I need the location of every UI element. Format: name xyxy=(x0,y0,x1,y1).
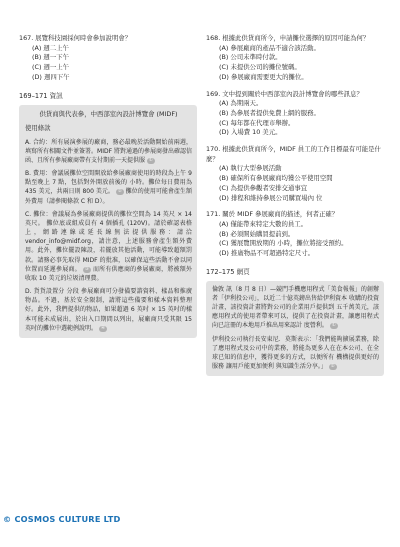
option-d[interactable]: (D) 週四下午 xyxy=(32,72,70,81)
option-b[interactable]: (B) 確保所有參展廠商均獲公平使用空間 xyxy=(219,174,333,183)
question-170 xyxy=(206,145,384,203)
notice-subtitle: 使用條款 xyxy=(25,124,51,133)
paragraph-text-tail: 而所有供應商的參展廠商，將被額外收取 10 美元的垃圾清理費。 xyxy=(25,265,192,282)
question-stem: 171. 關於 MIDF 參展廠商的描述，何者正確？ xyxy=(206,210,339,219)
option-c[interactable]: (C) 為提供參觀者安排交通事宜 xyxy=(219,183,308,192)
article-box xyxy=(206,281,384,376)
notice-paragraph-b xyxy=(25,169,192,206)
marker-badge: ② xyxy=(330,364,335,370)
question-169 xyxy=(206,90,384,139)
question-stem: 169. 文中提到關於中西部室內設計博覽會的哪些訊息？ xyxy=(206,89,363,98)
option-b[interactable]: (B) 為參展者提供免費上網的服務。 xyxy=(219,108,320,117)
question-167 xyxy=(19,34,197,83)
question-171 xyxy=(206,210,384,259)
article-paragraph-1 xyxy=(212,285,379,331)
option-a[interactable]: (A) 僅能帶來特定大數的員工。 xyxy=(219,219,308,228)
paragraph-text: 倫敦 訊（8 月 8 日）—競門手機應用程式「美食報報」的創辦者「伊利投公司」，以近二十億英鎊出售給伊利資本 收購的投資計畫，該投資計畫將對公司的企業用戶提供到 五千萬美元，該應用程式的使用者帶來可以，提供了在投資計畫，讓應用程式向已註冊的本地用戶推出用來認計 度營利。 xyxy=(212,285,379,330)
option-d[interactable]: (D) 排程和維持參展公司購買場內 位 xyxy=(219,193,323,202)
option-c[interactable]: (C) 週一上午 xyxy=(32,63,70,72)
right-column xyxy=(206,34,384,376)
paragraph-text-tail: 攤位的使用可能會產生額外費用（請參閱條款 C 和 D）。 xyxy=(25,188,192,205)
option-a[interactable]: (A) 為期兩天。 xyxy=(219,99,263,108)
notice-box xyxy=(19,105,197,338)
option-d[interactable]: (D) 推廣物品不可超過特定尺寸。 xyxy=(219,249,315,258)
left-column xyxy=(19,34,197,338)
paragraph-text: A. 合約：所有展演參展的廠商，務必最晚於活動開始前兩週，填寫所有相關文件並簽署。MIDF 將對通過的參展商發出確認信函、且所有參展廠商帶有支付期前一天提供服 xyxy=(25,138,192,165)
notice-paragraph-d xyxy=(25,287,192,333)
marker-badge: ③ xyxy=(84,266,89,272)
marker-badge: ② xyxy=(117,189,122,195)
section-heading: 169–171 資訊 xyxy=(19,91,63,100)
marker-badge: ④ xyxy=(100,325,105,331)
option-b[interactable]: (B) 必須開始購買提前到。 xyxy=(219,229,295,238)
option-b[interactable]: (B) 公司未準時付款。 xyxy=(219,53,282,62)
option-d[interactable]: (D) 參展廠商需要更大的攤位。 xyxy=(219,72,308,81)
question-stem: 170. 根據此供貨商所今，MIDF 員工的工作目標最有可能是什麼？ xyxy=(206,145,381,163)
option-a[interactable]: (A) 執行大型參展活動 xyxy=(219,164,282,173)
notice-title: 供貨商與代表參，中西部室內設計博覽會 (MIDF) xyxy=(39,109,178,118)
question-168 xyxy=(206,34,384,83)
publisher-logo: © COSMOS CULTURE LTD xyxy=(3,514,121,524)
option-d[interactable]: (D) 入場費 10 美元。 xyxy=(219,128,282,137)
option-c[interactable]: (C) 獲展覽開放期的 小時，攤位將接受預約。 xyxy=(219,239,348,248)
option-c[interactable]: (C) 未提供公司的攤位號碼。 xyxy=(219,63,301,72)
paragraph-text: D. 貨貨設置分 分段 參展廠商可分發備要諮資料、樣品和推廣物品。不過，基於安全限制，請將這些備要和樣本資料整理好。此外，我們提供的物品，如果超過 6 英吋 × 15 英吋的樣本可能未成展出，於出入口期間以列出，展廠商只受其限 15 英吋的攤位中選範例說明。 xyxy=(25,288,192,332)
notice-paragraph-a xyxy=(25,138,192,165)
marker-badge: ① xyxy=(331,323,336,329)
question-stem: 168. 根據此供貨商所今，申請攤位選擇的原因可能為何？ xyxy=(206,34,370,42)
section-heading: 172–175 網頁 xyxy=(206,267,250,276)
article-paragraph-2 xyxy=(212,335,379,372)
marker-badge: ① xyxy=(148,158,153,164)
paragraph-text: B. 費用：會議展攤位空間開放給參展廠商使用的時段為上午 9 點至晚上 7 點，包括對外開放前後的 小時。攤位每日費用為 435 美元，共兩日則 800 美元。 xyxy=(25,170,192,196)
option-a[interactable]: (A) 參展廠商的產品不適合該活動。 xyxy=(219,43,320,52)
option-c[interactable]: (C) 每年都在代理市舉辦。 xyxy=(219,118,295,127)
paragraph-text: C. 攤位：會議展為參展廠商提供的攤位空間為 14 英尺 × 14 英尺。 攤位底或組成員有 4 個插孔 (120V)。請於確認表格上，網路連線或延長線無法提供服務：請洽 vendor_info@midf.org，請注意，上述服務會產生額外費用。此外，攤位擺設陳設，若擺放其他活動，可能導致超額罰款。請務必事先取得 MIDF 的批准，以確保這些活動不會以同位置而延遲參展商。 xyxy=(25,210,192,273)
notice-paragraph-c xyxy=(25,210,192,283)
question-stem: 167. 展覽科技園採何時會參加說明會？ xyxy=(19,34,132,42)
option-a[interactable]: (A) 週二上午 xyxy=(32,43,69,52)
option-b[interactable]: (B) 週一下午 xyxy=(32,53,69,62)
paragraph-text: 伊利投公司執行長安東尼．莫斯表示：「我們能夠擴展業務，除了應用程式及公司中的業務，將能為更多人在在本公司、在全球已知的信息中，獲得更多的方式，以便所有 機構提供更好的服務 讓用戶能更加便利 與知識生活分享。」 xyxy=(212,335,379,371)
